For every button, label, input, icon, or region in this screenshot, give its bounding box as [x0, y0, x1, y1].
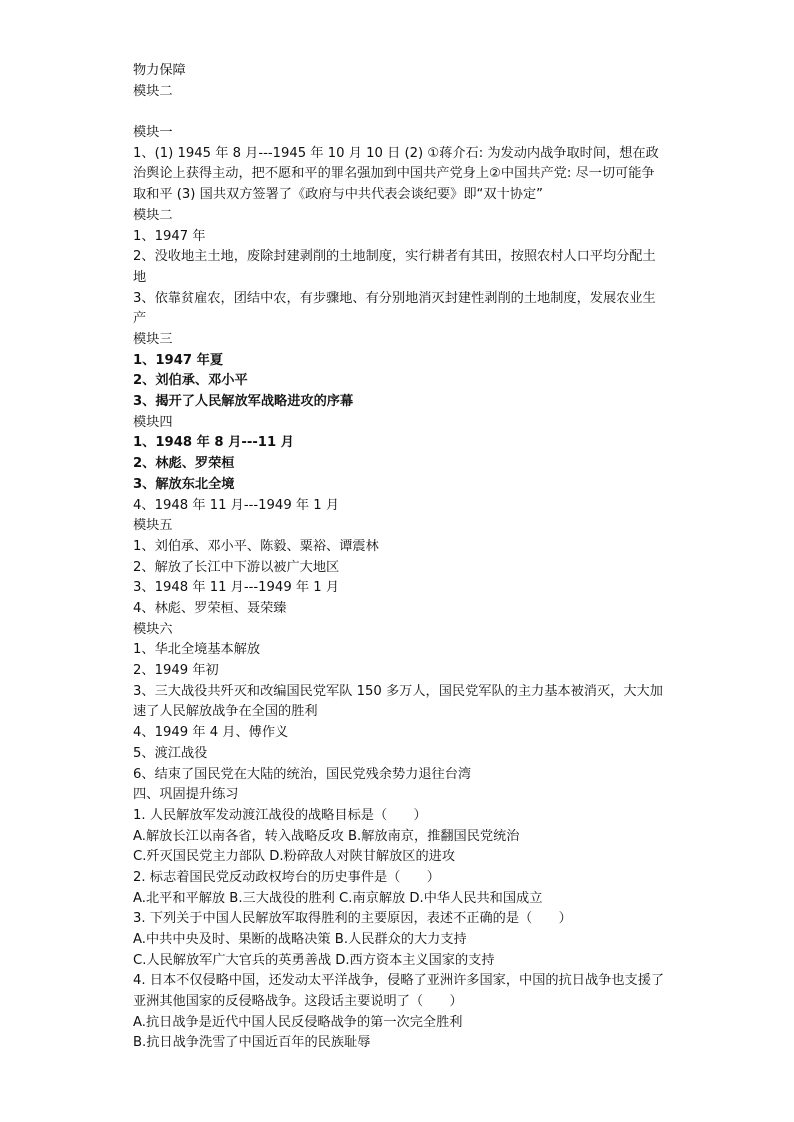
question-3-options-1: A.中共中央及时、果断的战略决策 B.人民群众的大力支持: [133, 932, 467, 948]
module-3-answer-3: 3、揭开了人民解放军战略进攻的序幕: [133, 394, 354, 410]
module-4-answer-2: 2、林彪、罗荣桓: [133, 456, 235, 472]
question-2-stem: 2. 标志着国民党反动政权垮台的历史事件是（ ）: [133, 869, 440, 885]
module-6-answer-4: 4、1949 年 4 月、傅作义: [133, 725, 289, 741]
question-4-options-1: A.抗日战争是近代中国人民反侵略战争的第一次完全胜利: [133, 1014, 463, 1030]
module-6-answer-6: 6、结束了国民党在大陆的统治，国民党残余势力退往台湾: [133, 766, 472, 782]
module-1-answer-1: 1、(1) 1945 年 8 月---1945 年 10 月 10 日 (2) ①蒋介石: 为发动内战争取时间，想在政治舆论上获得主动，把不愿和平的罪名强加到中国共产党身上②中国共产党: 尽一切可能争取和平 (3) 国共双方签署了《政府与中共代表会谈纪要》即“双十协定”: [133, 145, 659, 203]
module-5-answer-1: 1、刘伯承、邓小平、陈毅、粟裕、谭震林: [133, 538, 379, 554]
module-5-answer-2: 2、解放了长江中下游以被广大地区: [133, 559, 340, 575]
module-4-section: [133, 413, 665, 516]
question-4-options-2: B.抗日战争洗雪了中国近百年的民族耻辱: [133, 1035, 371, 1051]
module-2-section: [133, 206, 665, 330]
module-2-answer-3: 3、依靠贫雇农，团结中农，有步骤地、有分别地消灭封建性剥削的土地制度，发展农业生产: [133, 290, 656, 327]
practice-section: [133, 785, 665, 1054]
module-5-answer-3: 3、1948 年 11 月---1949 年 1 月: [133, 580, 340, 596]
module-3-answer-1: 1、1947 年夏: [133, 352, 224, 368]
document-content: [133, 61, 665, 1054]
module-6-answer-1: 1、华北全境基本解放: [133, 642, 261, 658]
blank-line: [133, 102, 665, 123]
question-1-stem: 1. 人民解放军发动渡江战役的战略目标是（ ）: [133, 807, 427, 823]
module-3-title: 模块三: [133, 332, 173, 348]
header-line-1: 物力保障: [133, 63, 186, 78]
module-5-section: [133, 516, 665, 619]
question-1-options-2: C.歼灭国民党主力部队 D.粉碎敌人对陕甘解放区的进攻: [133, 849, 456, 865]
question-3-options-2: C.人民解放军广大官兵的英勇善战 D.西方资本主义国家的支持: [133, 952, 495, 968]
module-5-answer-4: 4、林彪、罗荣桓、聂荣臻: [133, 600, 287, 616]
question-3-stem: 3. 下列关于中国人民解放军取得胜利的主要原因，表述不正确的是（ ）: [133, 911, 572, 927]
module-3-answer-2: 2、刘伯承、邓小平: [133, 373, 248, 389]
module-1-title: 模块一: [133, 125, 173, 141]
header-line-2: 模块二: [133, 83, 173, 99]
module-4-answer-3: 3、解放东北全境: [133, 476, 235, 492]
module-6-answer-2: 2、1949 年初: [133, 663, 219, 679]
module-4-answer-4: 4、1948 年 11 月---1949 年 1 月: [133, 497, 340, 513]
practice-title: 四、巩固提升练习: [133, 787, 239, 803]
module-4-answer-1: 1、1948 年 8 月---11 月: [133, 435, 294, 451]
module-4-title: 模块四: [133, 414, 173, 430]
module-6-section: [133, 620, 665, 786]
question-2-options-1: A.北平和平解放 B.三大战役的胜利 C.南京解放 D.中华人民共和国成立: [133, 890, 543, 906]
module-2-answer-1: 1、1947 年: [133, 228, 206, 244]
module-2-answer-2: 2、没收地主土地，废除封建剥削的土地制度，实行耕者有其田，按照农村人口平均分配土地: [133, 249, 656, 285]
module-5-title: 模块五: [133, 518, 173, 534]
module-6-answer-5: 5、渡江战役: [133, 745, 208, 761]
module-6-title: 模块六: [133, 621, 173, 637]
question-4-stem: 4. 日本不仅侵略中国，还发动太平洋战争，侵略了亚洲许多国家，中国的抗日战争也支援了亚洲其他国家的反侵略战争。这段话主要说明了（ ）: [133, 973, 665, 1010]
module-1-section: [133, 123, 665, 206]
module-3-section: [133, 330, 665, 413]
module-2-title: 模块二: [133, 207, 173, 223]
question-1-options-1: A.解放长江以南各省，转入战略反攻 B.解放南京，推翻国民党统治: [133, 828, 520, 844]
module-6-answer-3: 3、三大战役共歼灭和改编国民党军队 150 多万人，国民党军队的主力基本被消灭，大大加速了人民解放战争在全国的胜利: [133, 683, 663, 720]
